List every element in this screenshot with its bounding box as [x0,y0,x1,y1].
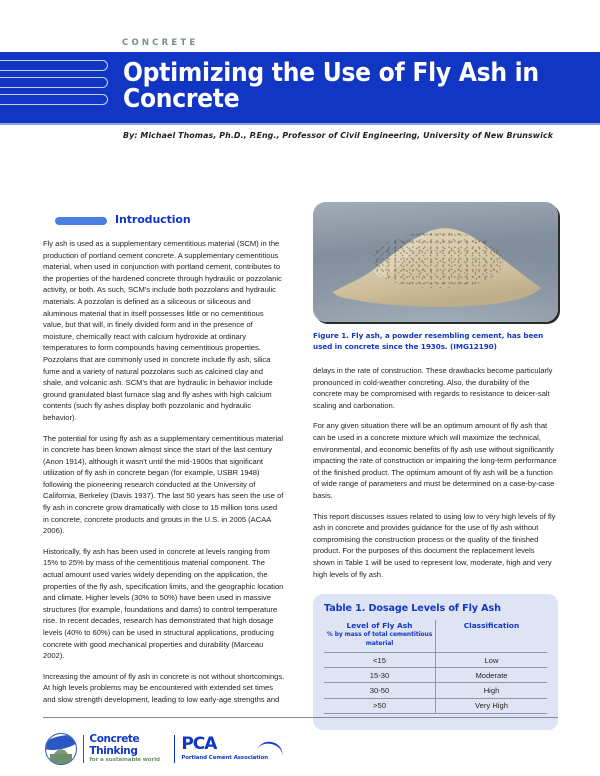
table-header-classification [436,620,548,653]
cell-classification: Very High [436,698,548,713]
pca-acronym: PCA [181,734,217,755]
table-header-classification-main: Classification [463,621,520,631]
pca-divider [174,735,175,763]
logo-line-1: Concrete [89,733,140,746]
paragraph: Fly ash is used as a supplementary cementitious material (SCM) in the production of portland cement concrete. A supplementary cementitious material, when used in conjunction with portland cement, contributes to the properties of the hardened concrete through hydraulic or pozzolanic activity, or both. As such, SCM's include both pozzolans and hydraulic materials. A pozzolan is defined as a siliceous or siliceous and aluminous material that in itself possesses little or no cementitious value, but that will, in finely divided form and in the presence of moisture, chemically react with calcium hydroxide at ordinary temperatures to form compounds having cementitious properties. Pozzolans that are commonly used in concrete include fly ash, silica fume and a variety of natural pozzolans such as calcined clay and shale, and volcanic ash. SCM's that are hydraulic in behavior include ground granulated blast furnace slag and fly ashes with high calcium contents (such fly ashes display both pozzolanic and hydraulic behavior). [43,239,282,422]
header-band-shadow [0,123,600,125]
ash-texture [373,232,503,288]
paragraph: Increasing the amount of fly ash in concrete is not without shortcomings. At high levels problems may be encountered with extended set times and slow strength development, leading to low early-age strengths and [43,671,285,704]
fly-ash-photo [313,202,558,322]
table-header-level-sub: % by mass of total cementitious material [326,632,433,647]
right-body-text [313,365,558,580]
table-header-row [324,620,547,653]
footer-divider [43,717,558,718]
concrete-thinking-wordmark [89,734,160,764]
paragraph: delays in the rate of construction. These drawbacks become particularly pronounced in cold-weather concreting. Also, the durability of the concrete may be compromised with regards to resistance to deicer-salt scaling and carbonation. [313,366,553,410]
table-title: Table 1. Dosage Levels of Fly Ash [324,603,501,615]
kicker-label: CONCRETE [122,38,199,48]
table-header-level [324,620,436,653]
table-row [324,668,547,683]
cell-level: >50 [324,698,436,713]
pca-logo [181,736,268,761]
stripe-2 [0,77,108,88]
grass-shape [50,747,72,764]
table-header-level-main: Level of Fly Ash [346,621,413,631]
logo-line-2: Thinking [89,744,138,757]
stripe-3 [0,94,108,105]
concrete-thinking-mark-icon [45,733,77,765]
right-column [313,202,558,730]
byline: By: Michael Thomas, Ph.D., P.Eng., Professor of Civil Engineering, University of New Brunswick [123,130,554,140]
section-rule-icon [55,217,107,225]
ash-pile [325,218,547,310]
table-row [324,653,547,668]
cell-level: <15 [324,653,436,668]
page-title: Optimizing the Use of Fly Ash in Concrete [123,58,539,114]
table-row [324,698,547,713]
section-heading-label: Introduction [115,213,191,226]
cell-classification: Moderate [436,668,548,683]
figure [313,202,558,352]
pca-name: Portland Cement Association [181,755,269,762]
dosage-table-card [313,594,558,730]
cell-level: 30-50 [324,683,436,698]
cell-classification: High [436,683,548,698]
paragraph: The potential for using fly ash as a supplementary cementitious material in concrete has been known almost since the start of the last century (Anon 1914), although it wasn't until the mid-1900s that significant utilization of fly ash in concrete began (for example, USBR 1948) following the pioneering research conducted at the University of California, Berkeley (Davis 1937). The last 50 years has seen the use of fly ash in concrete grow dramatically with close to 15 million tons used in concrete, concrete products and grouts in the U.S. in 2005 (ACAA 2006). [43,433,284,536]
paragraph: For any given situation there will be an optimum amount of fly ash that can be used in a concrete mixture which will maximize the technical, environmental, and economic benefits of fly ash use without significantly impacting the rate of construction or impairing the long-term performance of the finished product. The optimum amount of fly ash will be a function of wide range of parameters and must be determined on a case-by-case basis. [313,421,557,500]
logo-tagline: for a sustainable world [89,757,160,764]
table-row [324,683,547,698]
paragraph: Historically, fly ash has been used in concrete at levels ranging from 15% to 25% by mass of the cementitious material component. The actual amount used varies widely depending on the application, the properties of the fly ash, specification limits, and the geographic location and climate. Higher levels (30% to 50%) have been used in massive structures (for example, foundations and dams) to control temperature rise. In recent decades, research has demonstrated that high dosage levels (40% to 60%) can be used in structural applications, producing concrete with good mechanical properties and durability (Marceau 2002). [43,546,284,661]
figure-caption: Figure 1. Fly ash, a powder resembling cement, has been used in concrete since the 1930s. (IMG12190) [313,331,544,351]
section-heading-introduction [43,213,285,229]
dosage-table [324,620,547,714]
footer [45,729,268,769]
concrete-thinking-logo [45,733,160,765]
stripes-decoration-icon [0,58,112,114]
cell-level: 15-30 [324,668,436,683]
logo-divider [83,735,84,763]
cell-classification: Low [436,653,548,668]
paragraph: This report discusses issues related to using low to very high levels of fly ash in concrete and provides guidance for the use of fly ash without compromising the construction process or the quality of the finished product. For the purposes of this document the replacement levels shown in Table 1 will be used to represent low, moderate, high and very high levels of fly ash. [313,511,556,579]
left-column [43,213,285,706]
stripe-1 [0,60,108,71]
